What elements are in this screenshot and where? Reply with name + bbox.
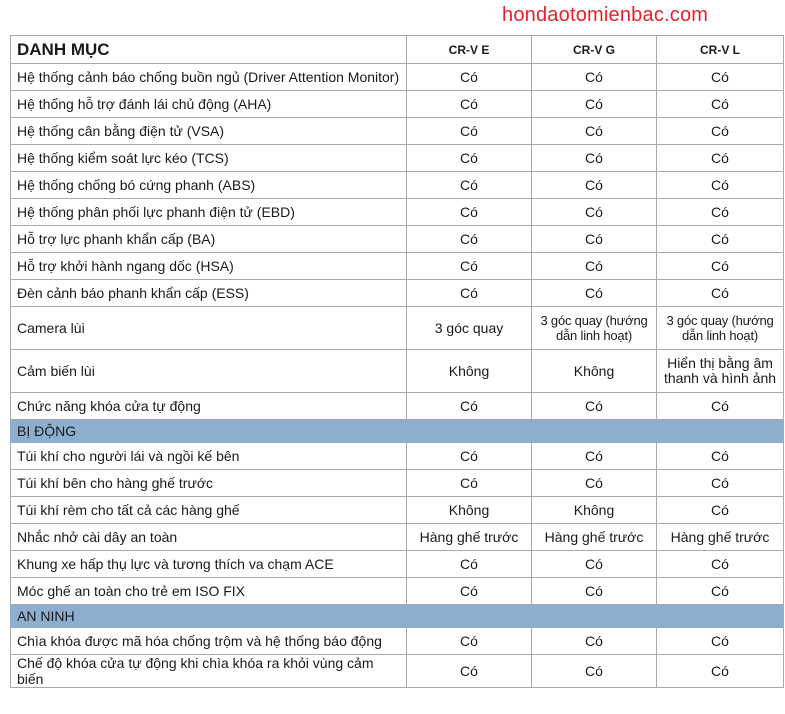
value-cell: Có <box>657 172 784 199</box>
value-cell: Hiển thị bằng âm thanh và hình ảnh <box>657 350 784 393</box>
feature-label: Hệ thống cân bằng điện tử (VSA) <box>11 118 407 145</box>
section-header-passive <box>11 420 784 443</box>
value-cell: Có <box>657 497 784 524</box>
value-cell: Có <box>407 655 532 688</box>
category-header: DANH MỤC <box>11 36 407 64</box>
table-row <box>11 497 784 524</box>
table-row <box>11 443 784 470</box>
value-cell: Có <box>407 443 532 470</box>
value-cell: Có <box>657 64 784 91</box>
value-cell: Có <box>407 226 532 253</box>
value-cell: Có <box>657 280 784 307</box>
spec-table <box>10 35 784 688</box>
feature-label: Túi khí rèm cho tất cả các hàng ghế <box>11 497 407 524</box>
site-watermark: hondaotomienbac.com <box>502 4 709 26</box>
model-header-e: CR-V E <box>407 36 532 64</box>
feature-label: Camera lùi <box>11 307 407 350</box>
value-cell: Có <box>657 118 784 145</box>
table-row <box>11 350 784 393</box>
value-cell: Có <box>532 91 657 118</box>
table-row <box>11 393 784 420</box>
value-cell: Có <box>532 199 657 226</box>
feature-label: Khung xe hấp thụ lực và tương thích va chạm ACE <box>11 551 407 578</box>
value-cell: Có <box>657 145 784 172</box>
feature-label: Chìa khóa được mã hóa chống trộm và hệ thống báo động <box>11 628 407 655</box>
value-cell: Có <box>407 551 532 578</box>
feature-label: Chức năng khóa cửa tự động <box>11 393 407 420</box>
value-cell: Có <box>532 226 657 253</box>
table-row <box>11 199 784 226</box>
value-cell: Có <box>407 470 532 497</box>
value-cell: Có <box>407 253 532 280</box>
value-cell: 3 góc quay (hướng dẫn linh hoạt) <box>532 307 657 350</box>
feature-label: Hệ thống phân phối lực phanh điện tử (EBD) <box>11 199 407 226</box>
table-row <box>11 628 784 655</box>
value-cell: Có <box>657 470 784 497</box>
value-cell: Có <box>532 443 657 470</box>
value-cell: Có <box>532 628 657 655</box>
value-cell: Có <box>407 199 532 226</box>
table-header-row <box>11 36 784 64</box>
table-row <box>11 307 784 350</box>
value-cell: Có <box>657 393 784 420</box>
value-cell: Có <box>407 628 532 655</box>
value-cell: Có <box>532 280 657 307</box>
feature-label: Nhắc nhở cài dây an toàn <box>11 524 407 551</box>
feature-label: Hỗ trợ khởi hành ngang dốc (HSA) <box>11 253 407 280</box>
table-row <box>11 172 784 199</box>
feature-label: Hệ thống chống bó cứng phanh (ABS) <box>11 172 407 199</box>
value-cell: 3 góc quay (hướng dẫn linh hoạt) <box>657 307 784 350</box>
value-cell: Có <box>532 118 657 145</box>
table-row <box>11 524 784 551</box>
section-title: AN NINH <box>11 605 784 628</box>
value-cell: Có <box>407 64 532 91</box>
value-cell: Có <box>657 578 784 605</box>
value-cell: Có <box>657 655 784 688</box>
value-cell: Có <box>532 578 657 605</box>
value-cell: Có <box>532 470 657 497</box>
value-cell: Có <box>657 551 784 578</box>
section-header-security <box>11 605 784 628</box>
feature-label: Chế độ khóa cửa tự động khi chìa khóa ra khỏi vùng cảm biến <box>11 655 407 688</box>
value-cell: Không <box>407 350 532 393</box>
table-row <box>11 578 784 605</box>
value-cell: Có <box>657 91 784 118</box>
feature-label: Cảm biến lùi <box>11 350 407 393</box>
feature-label: Hỗ trợ lực phanh khẩn cấp (BA) <box>11 226 407 253</box>
value-cell: Có <box>407 393 532 420</box>
model-header-l: CR-V L <box>657 36 784 64</box>
value-cell: Có <box>407 172 532 199</box>
value-cell: Có <box>532 172 657 199</box>
feature-label: Hệ thống hỗ trợ đánh lái chủ động (AHA) <box>11 91 407 118</box>
table-row <box>11 280 784 307</box>
table-row <box>11 226 784 253</box>
table-row <box>11 64 784 91</box>
value-cell: Có <box>407 280 532 307</box>
value-cell: Có <box>532 64 657 91</box>
value-cell: Hàng ghế trước <box>657 524 784 551</box>
feature-label: Móc ghế an toàn cho trẻ em ISO FIX <box>11 578 407 605</box>
value-cell: Không <box>407 497 532 524</box>
value-cell: Không <box>532 497 657 524</box>
feature-label: Túi khí bên cho hàng ghế trước <box>11 470 407 497</box>
value-cell: Có <box>532 655 657 688</box>
value-cell: Có <box>532 253 657 280</box>
value-cell: Có <box>657 226 784 253</box>
table-row <box>11 118 784 145</box>
table-row <box>11 253 784 280</box>
value-cell: 3 góc quay <box>407 307 532 350</box>
feature-label: Túi khí cho người lái và ngồi kế bên <box>11 443 407 470</box>
feature-label: Hệ thống cảnh báo chống buồn ngủ (Driver Attention Monitor) <box>11 64 407 91</box>
value-cell: Có <box>407 118 532 145</box>
section-title: BỊ ĐỘNG <box>11 420 784 443</box>
table-row <box>11 655 784 688</box>
table-row <box>11 145 784 172</box>
value-cell: Có <box>532 393 657 420</box>
model-header-g: CR-V G <box>532 36 657 64</box>
value-cell: Có <box>532 145 657 172</box>
value-cell: Không <box>532 350 657 393</box>
value-cell: Có <box>407 145 532 172</box>
value-cell: Có <box>532 551 657 578</box>
table-row <box>11 470 784 497</box>
feature-label: Đèn cảnh báo phanh khẩn cấp (ESS) <box>11 280 407 307</box>
value-cell: Có <box>407 91 532 118</box>
value-cell: Có <box>407 578 532 605</box>
value-cell: Hàng ghế trước <box>532 524 657 551</box>
table-row <box>11 551 784 578</box>
value-cell: Có <box>657 628 784 655</box>
value-cell: Có <box>657 199 784 226</box>
value-cell: Có <box>657 253 784 280</box>
feature-label: Hệ thống kiểm soát lực kéo (TCS) <box>11 145 407 172</box>
value-cell: Có <box>657 443 784 470</box>
table-row <box>11 91 784 118</box>
value-cell: Hàng ghế trước <box>407 524 532 551</box>
